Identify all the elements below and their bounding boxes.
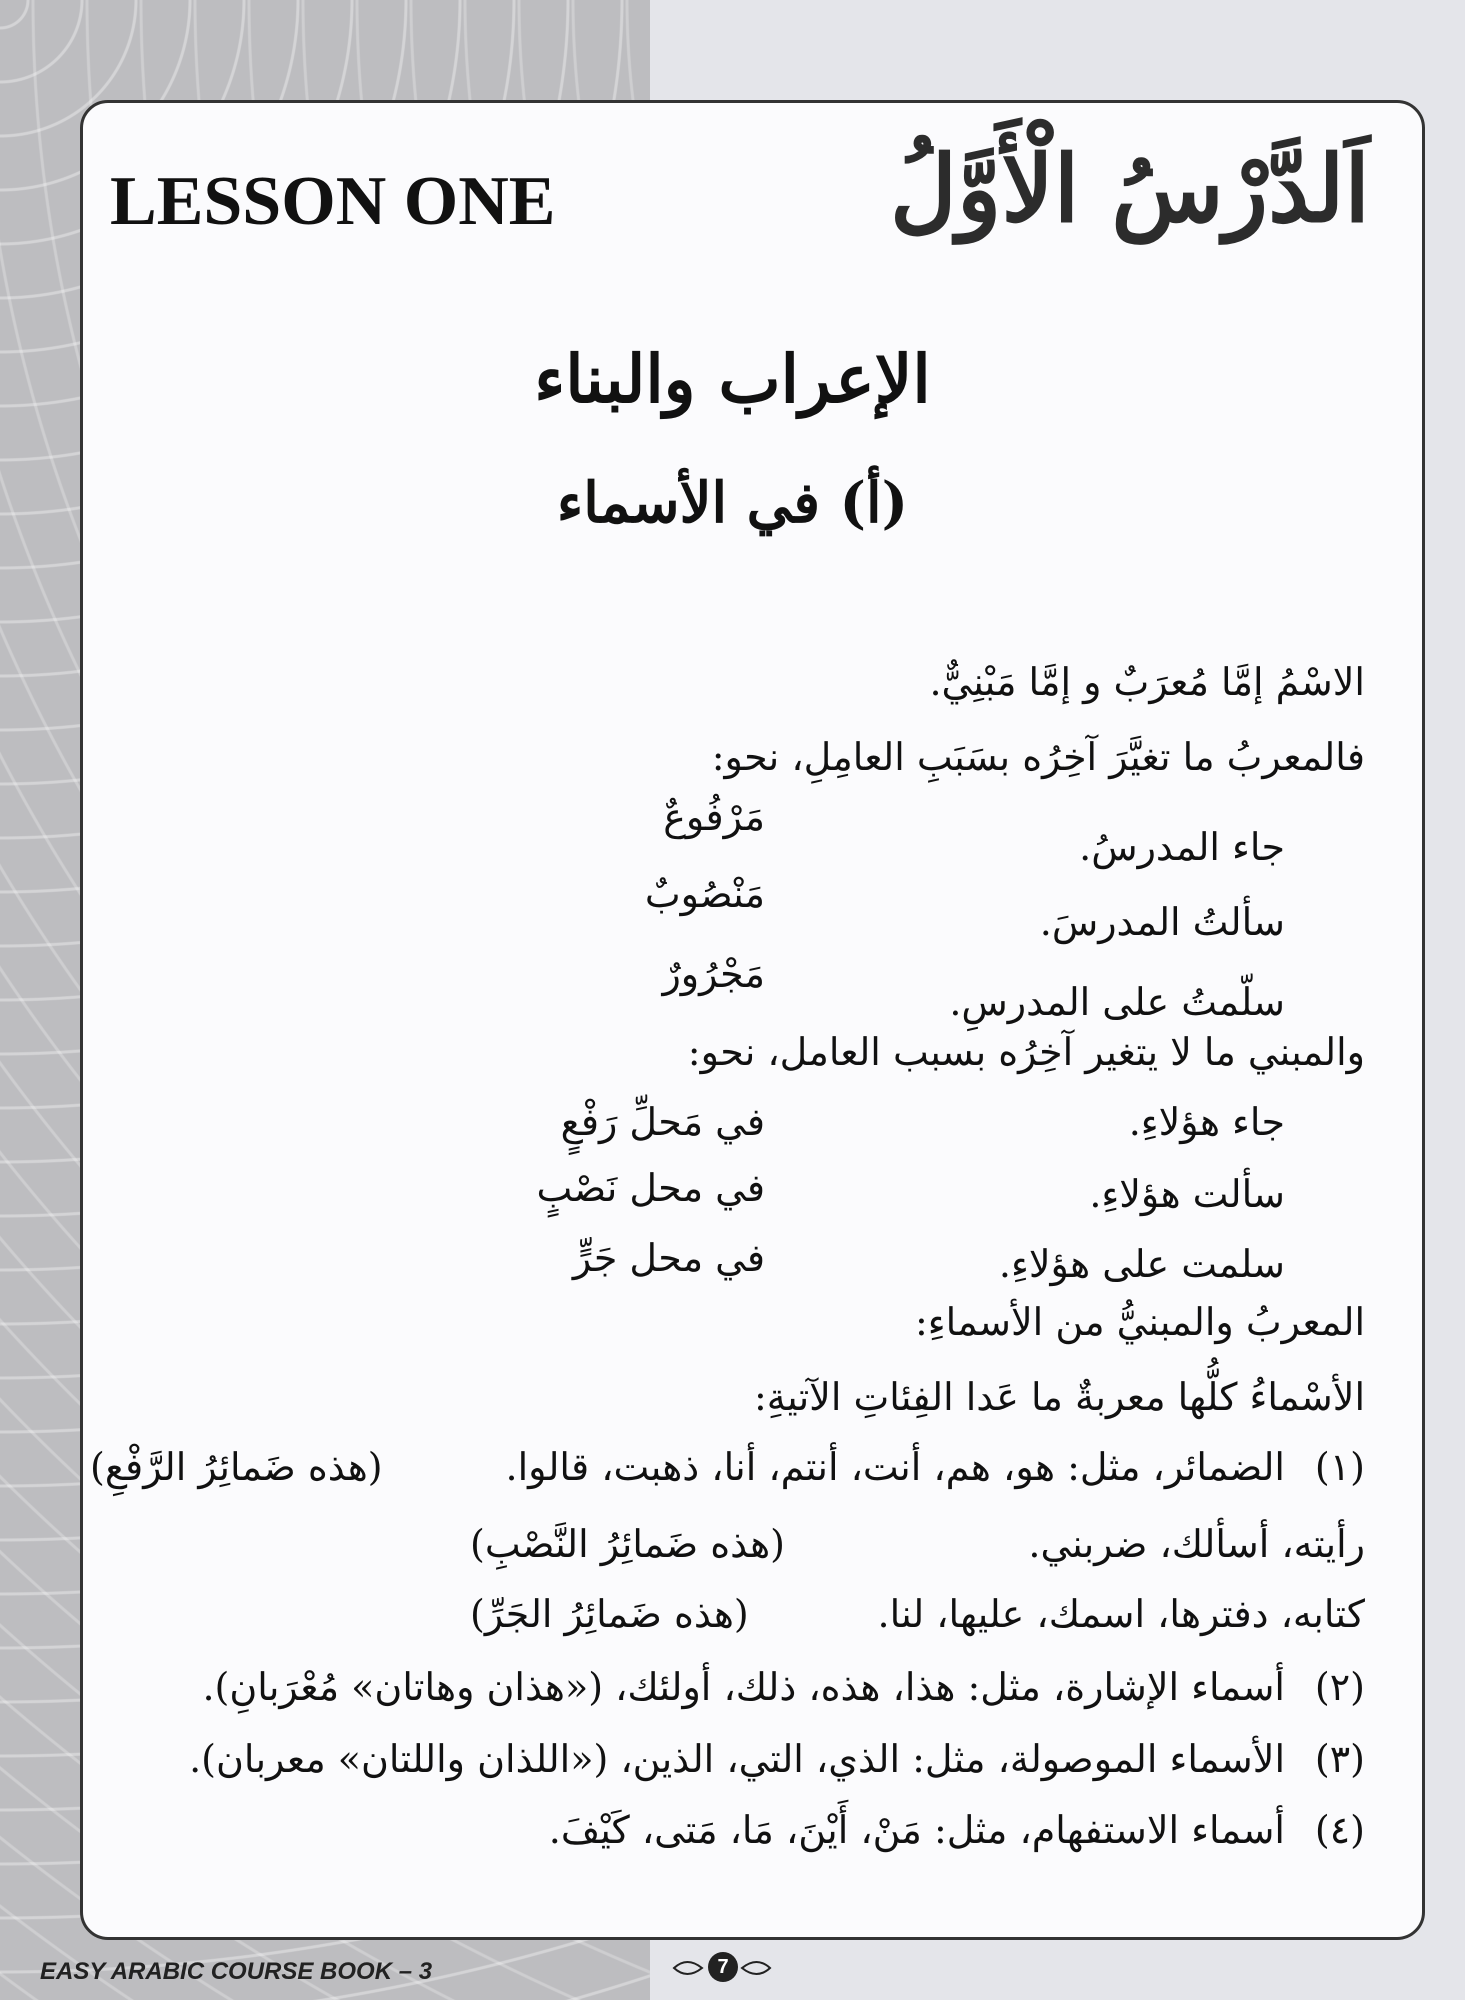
paragraph-line: المعربُ والمبنيُّ من الأسماءِ: (914, 1300, 1365, 1344)
paragraph-line: والمبني ما لا يتغير آخِرُه بسبب العامل، نحو: (687, 1030, 1365, 1074)
example-case: مَرْفُوعٌ (663, 795, 765, 839)
list-number: (٢) (1314, 1665, 1365, 1709)
example-case: في محل نَصْبٍ (536, 1166, 765, 1210)
paragraph-line: فالمعربُ ما تغيَّرَ آخِرُه بسَبَبِ العامِلِ، نحو: (711, 735, 1365, 779)
example-sentence: جاء المدرسُ. (1079, 825, 1285, 869)
list-item: كتابه، دفترها، اسمك، عليها، لنا. (877, 1592, 1365, 1636)
lesson-title-english: LESSON ONE (110, 163, 556, 240)
example-case: في مَحلِّ رَفْعٍ (560, 1100, 765, 1144)
list-item-note: (هذه ضَمائِرُ الرَّفْعِ) (90, 1445, 383, 1489)
topic-title: الإعراب والبناء (534, 340, 931, 418)
list-number: (٣) (1314, 1737, 1365, 1781)
section-title: (أ) في الأسماء (556, 470, 909, 536)
list-item: رأيته، أسألك، ضربني. (1028, 1522, 1365, 1566)
list-number: (١) (1314, 1445, 1365, 1489)
list-item: أسماء الإشارة، مثل: هذا، هذه، ذلك، أولئك، («هذان وهاتان» مُعْرَبانِ). (202, 1665, 1285, 1709)
list-item: أسماء الاستفهام، مثل: مَنْ، أَيْنَ، مَا، مَتى، كَيْفَ. (548, 1808, 1285, 1852)
example-sentence: سألتُ المدرسَ. (1039, 900, 1285, 944)
paragraph-line: الأسْماءُ كلُّها معربةٌ ما عَدا الفِئاتِ الآتيةِ: (753, 1375, 1365, 1419)
example-sentence: سألت هؤلاءِ. (1089, 1172, 1285, 1216)
example-sentence: سلّمتُ على المدرسِ. (949, 980, 1285, 1024)
book-title-footer: EASY ARABIC COURSE BOOK – 3 (40, 1958, 433, 1985)
lesson-title-arabic: اَلدَّرْسُ الْأَوَّلُ (890, 135, 1370, 243)
list-number: (٤) (1314, 1808, 1365, 1852)
example-sentence: جاء هؤلاءِ. (1128, 1100, 1285, 1144)
example-sentence: سلمت على هؤلاءِ. (998, 1242, 1285, 1286)
list-item-note: (هذه ضَمائِرُ الجَرِّ) (470, 1592, 749, 1636)
list-item-note: (هذه ضَمائِرُ النَّصْبِ) (470, 1522, 785, 1566)
list-item: الأسماء الموصولة، مثل: الذي، التي، الذين، («اللذان واللتان» معربان). (189, 1737, 1285, 1781)
list-item: الضمائر، مثل: هو، هم، أنت، أنتم، أنا، ذهبت، قالوا. (505, 1445, 1285, 1489)
example-case: في محل جَرٍّ (572, 1236, 765, 1280)
page-number: 7 (708, 1952, 738, 1982)
paragraph-line: الاسْمُ إمَّا مُعرَبٌ و إمَّا مَبْنِيٌّ. (929, 660, 1365, 704)
example-case: مَجْرُورٌ (662, 952, 765, 996)
example-case: مَنْصُوبٌ (644, 872, 765, 916)
